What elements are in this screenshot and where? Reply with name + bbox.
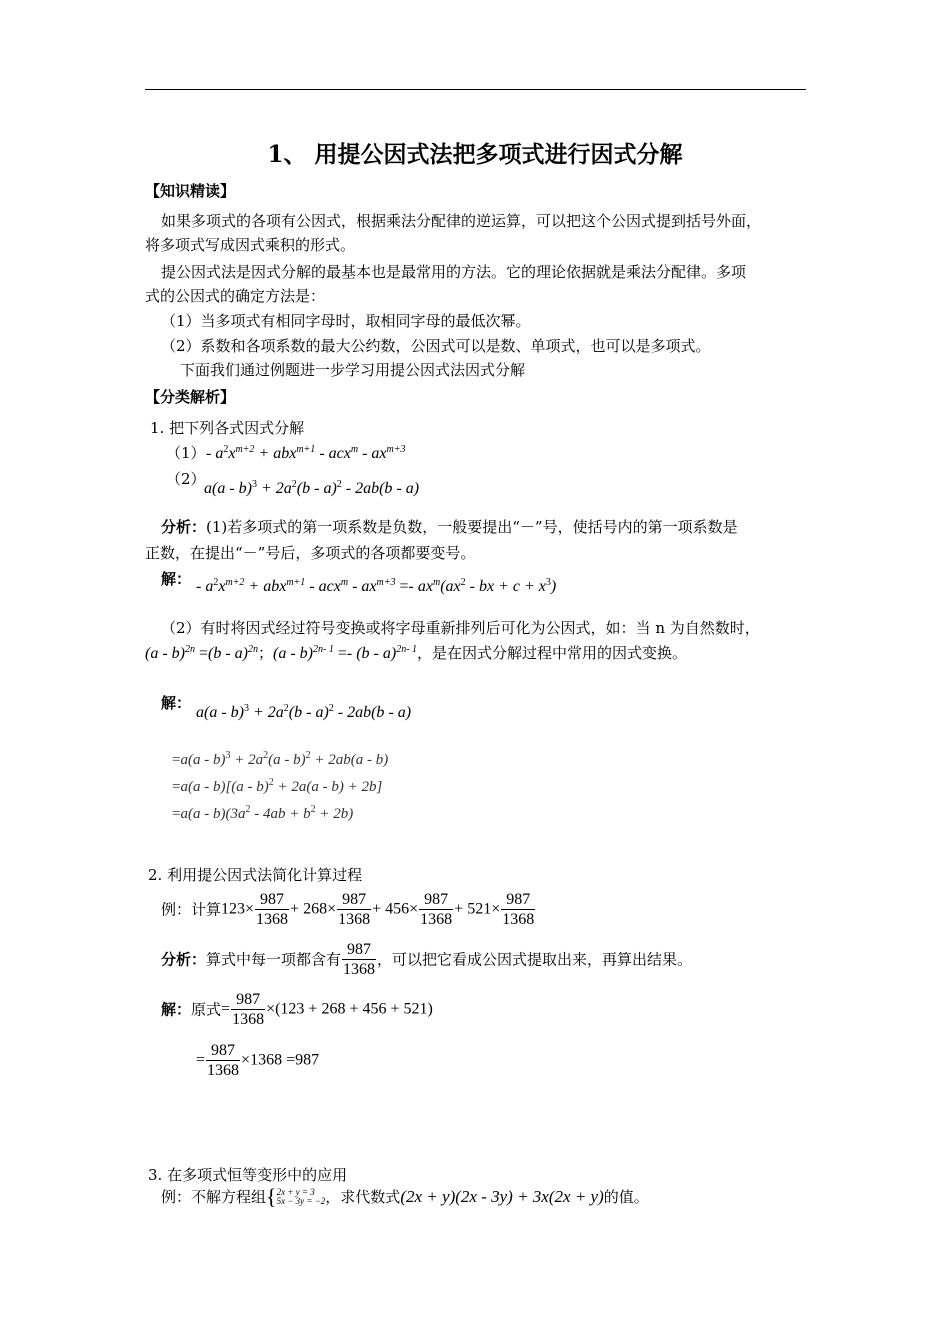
- note-separator: ；: [258, 644, 274, 662]
- part1-note-line2: [145, 643, 687, 664]
- part3-middle-text: ，求代数式: [325, 1188, 401, 1206]
- part2-example-label: 例：计算: [161, 900, 222, 919]
- part1-item1-expression: - $a^2x^{m+2} + abx^{m+1} - acx^m - ax^{m+3}$: [206, 444, 406, 462]
- term-n2: 268: [303, 900, 328, 918]
- equation-system: [277, 1188, 326, 1206]
- part2-analysis-text-a: 算式中每一项都含有: [206, 950, 342, 969]
- part3-heading: 3. 在多项式恒等变形中的应用: [148, 1166, 348, 1184]
- fraction-4-den: 1368: [502, 911, 535, 928]
- knowledge-p2-line2: 式的公因式的确定方法是：: [145, 287, 326, 305]
- term-n4: 521: [467, 900, 492, 918]
- page-title: 1、 用提公因式法把多项式进行因式分解: [267, 141, 683, 168]
- fraction-result-den: 1368: [207, 1062, 240, 1079]
- part1-analysis-line1: [161, 517, 738, 537]
- fraction-result-num: 987: [206, 1041, 240, 1061]
- note-tail: ，是在因式分解过程中常用的因式变换。: [417, 644, 688, 662]
- sum-n1: 123: [280, 1000, 305, 1018]
- part2-result-line: = $\frac{987}{1368}$ ×1368 =987: [196, 1042, 320, 1079]
- system-brace: {: [266, 1184, 277, 1209]
- part3-expression: (2x + y)(2x - 3y) + 3x(2x + y): [400, 1187, 604, 1206]
- fraction-2: [337, 890, 371, 929]
- part1-analysis-line2: 正数，在提出“－”号后，多项式的各项都要变号。: [145, 544, 476, 562]
- fraction-solution-num: 987: [231, 990, 265, 1010]
- knowledge-intro: 下面我们通过例题进一步学习用提公因式法因式分解: [180, 361, 526, 379]
- part1-solution2-step1: $=a(a - b)^3 + 2a^2(a - b)^2 + 2ab(a - b)$: [172, 750, 389, 768]
- fraction-4-num: 987: [501, 890, 535, 910]
- fraction-2-num: 987: [337, 890, 371, 910]
- part1-solution1-expression: - $a^2x^{m+2} + abx^{m+1} - acx^m - ax^{m+3} =- ax^m(ax^2$ - bx + $c + x^3$): [196, 577, 557, 595]
- knowledge-p1-line2: 将多项式写成因式乘积的形式。: [145, 236, 356, 254]
- part1-heading: 1. 把下列各式因式分解: [150, 419, 305, 437]
- part1-note-line1: （2）有时将因式经过符号变换或将字母重新排列后可化为公因式，如：当 n 为自然数时，: [161, 619, 760, 637]
- fraction-3-den: 1368: [420, 911, 453, 928]
- knowledge-p1-line1: 如果多项式的各项有公因式，根据乘法分配律的逆运算，可以把这个公因式提到括号外面，: [161, 212, 762, 230]
- fraction-analysis-den: 1368: [343, 961, 376, 978]
- part2-solution-label: 解：: [161, 1000, 192, 1019]
- part3-example-line: [161, 1186, 649, 1207]
- fraction-1: [255, 890, 289, 929]
- power-identity-even: (a - b)$^{2n}$ =(b - a)$^{2n}$: [145, 644, 258, 662]
- knowledge-rule1: （1）当多项式有相同字母时，取相同字母的最低次幂。: [161, 312, 531, 330]
- part1-item2-expression: $a(a - b)^3 + 2a^2(b - a)^2 - 2ab(b - a)$: [204, 479, 420, 497]
- fraction-analysis-num: 987: [342, 940, 376, 960]
- power-identity-odd: (a - b)$^{2n- 1}$ =- (b - a)$^{2n- 1}$: [273, 644, 418, 662]
- fraction-solution: [231, 990, 265, 1029]
- part2-heading: 2. 利用提公因式法简化计算过程: [148, 866, 363, 884]
- part1-solution2-expression: $a(a - b)^3 + 2a^2(b - a)^2 - 2ab(b - a)$: [196, 703, 412, 721]
- fraction-result: [206, 1041, 240, 1080]
- knowledge-rule2: （2）系数和各项系数的最大公约数，公因式可以是数、单项式，也可以是多项式。: [161, 337, 711, 355]
- fraction-solution-den: 1368: [232, 1011, 265, 1028]
- part1-item2-label: （2）: [166, 470, 206, 488]
- fraction-1-den: 1368: [256, 911, 289, 928]
- term-n3: 456: [385, 900, 410, 918]
- part2-original-label: 原式: [191, 1000, 222, 1019]
- equation-2: 5x − 3y = −2: [276, 1196, 326, 1206]
- part1-analysis-label: 分析：: [161, 518, 207, 536]
- sum-n3: 456: [362, 1000, 387, 1018]
- result-value: 987: [295, 1051, 320, 1069]
- term-n1: 123: [221, 900, 246, 918]
- part1-solution2-label: 解：: [161, 694, 192, 712]
- part3-tail-text: 的值。: [603, 1188, 649, 1206]
- part1-solution2-step3: $=a(a - b)(3a^2 - 4ab + b^2 + 2b)$: [172, 804, 354, 822]
- fraction-4: [501, 890, 535, 929]
- part1-analysis-text1: (1)若多项式的第一项系数是负数，一般要提出“－”号，使括号内的第一项系数是: [206, 518, 738, 536]
- part2-analysis-label: 分析：: [161, 950, 207, 969]
- sum-n2: 268: [321, 1000, 346, 1018]
- part3-example-label: 例：不解方程组: [161, 1188, 267, 1206]
- result-denominator: 1368: [250, 1051, 283, 1069]
- fraction-3-num: 987: [419, 890, 453, 910]
- fraction-1-num: 987: [255, 890, 289, 910]
- part2-analysis-text-b: ，可以把它看成公因式提取出来，再算出结果。: [377, 950, 693, 969]
- part2-solution-line: 解：原式= $\frac{987}{1368}$ ×(123 + 268 + 456 + 521): [161, 991, 433, 1028]
- part1-solution1-label: 解：: [161, 570, 192, 588]
- fraction-2-den: 1368: [338, 911, 371, 928]
- equation-1: 2x + y = 3: [276, 1187, 315, 1197]
- part1-item1-label: （1）: [166, 444, 206, 462]
- knowledge-p2-line1: 提公因式法是因式分解的最基本也是最常用的方法。它的理论依据就是乘法分配律。多项: [161, 263, 747, 281]
- fraction-analysis: [342, 940, 376, 979]
- section-classify-heading: 【分类解析】: [145, 388, 236, 406]
- top-rule: [145, 89, 806, 90]
- part2-analysis-line: [161, 940, 692, 979]
- part2-example-line: 例：计算123× $\frac{987}{1368}$ + 268× $\frac{987}{1368}$ + 456× $\frac{987}{1368}$ + 521× $\frac{987}{1368}$: [161, 891, 535, 928]
- part1-solution2-step2: =a(a - b)[(a - b)$^2$ + 2a(a - b) + 2b]: [172, 777, 383, 795]
- fraction-3: [419, 890, 453, 929]
- section-knowledge-heading: 【知识精读】: [145, 182, 236, 200]
- sum-n4: 521: [403, 1000, 428, 1018]
